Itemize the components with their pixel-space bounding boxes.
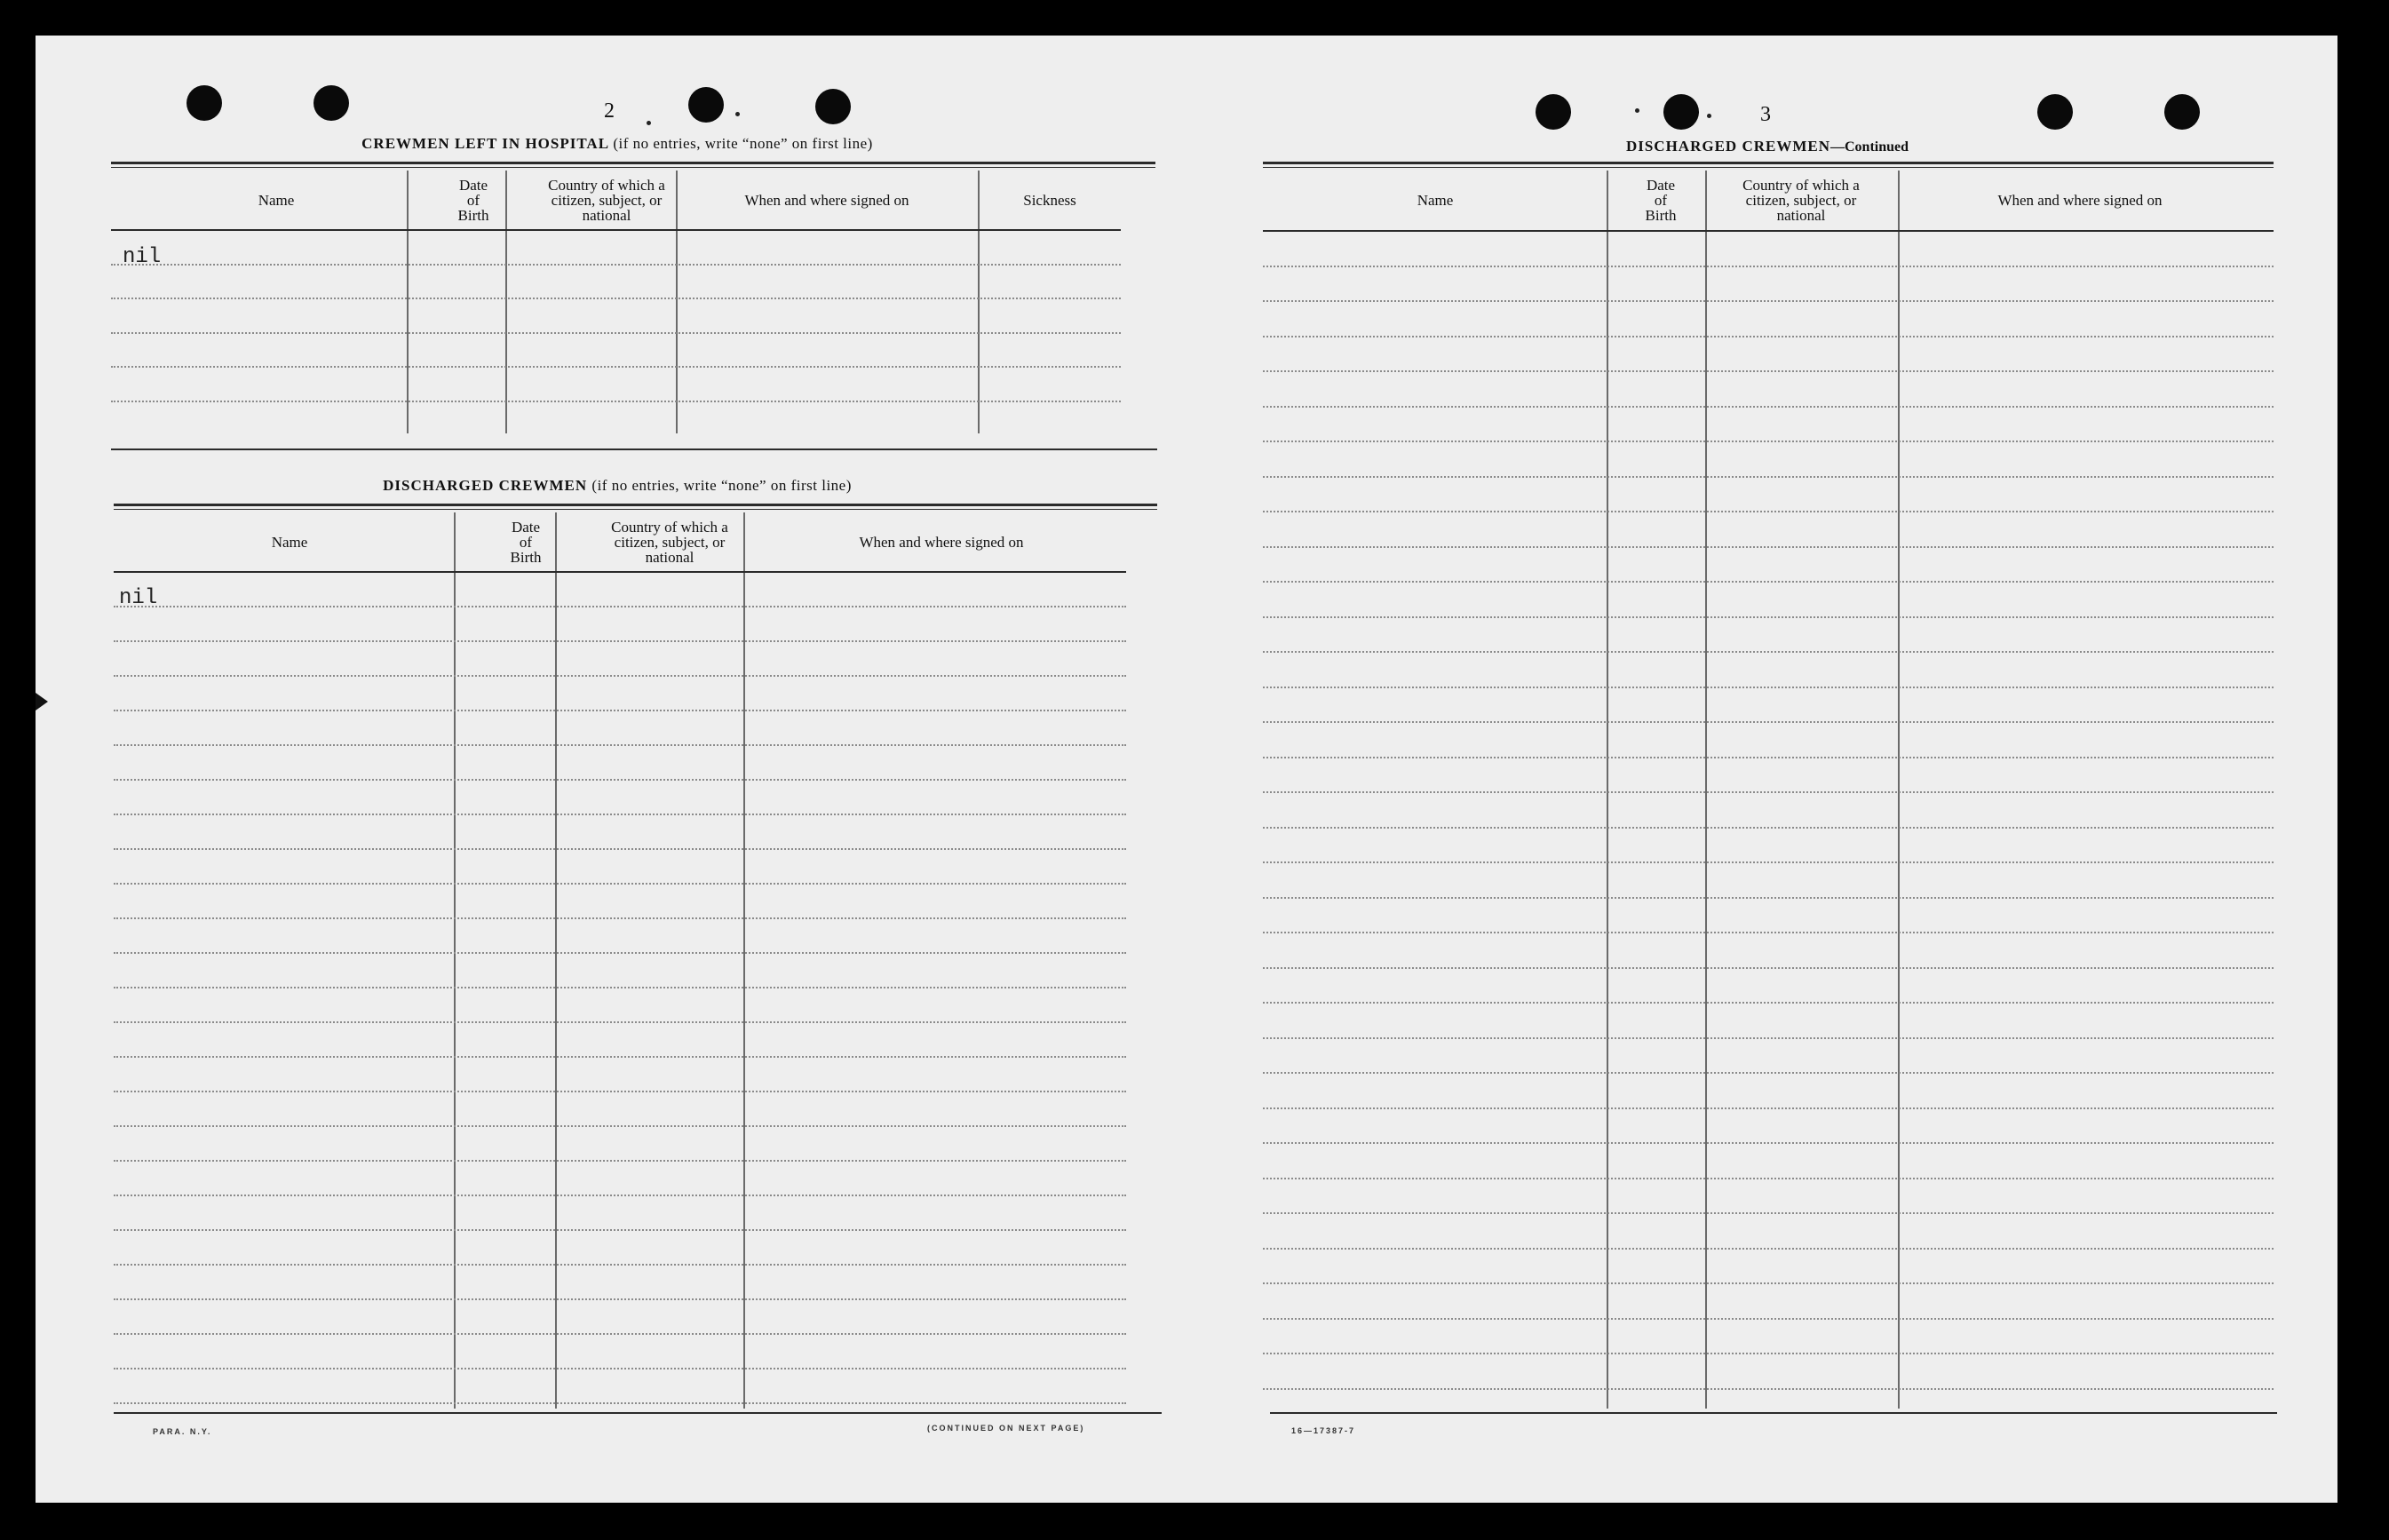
form-line [114,1333,1126,1335]
binder-hole [187,85,222,121]
form-line [1263,266,2274,267]
binder-hole [314,85,349,121]
form-line [1263,827,2274,829]
header-underline [114,571,1126,573]
form-line [114,1091,1126,1092]
form-line [1263,1388,2274,1390]
column-header-date-of-birth: Date of Birth [1645,176,1677,224]
form-line [111,298,1121,299]
column-divider [555,512,557,1409]
form-line [1263,511,2274,512]
form-line [114,640,1126,642]
footer-printer: PARA. N.Y. [153,1427,212,1436]
form-line [1263,370,2274,372]
form-sheet [36,36,2337,1503]
rule [1270,1412,2277,1414]
column-header-sickness: Sickness [1023,191,1076,209]
form-line [1263,1248,2274,1250]
form-line [1263,1072,2274,1074]
column-divider [676,171,678,433]
rule [1263,162,2274,164]
form-line [111,401,1121,402]
form-line [114,814,1126,815]
form-line [111,264,1121,266]
form-line [1263,441,2274,442]
column-header-date-of-birth: Date of Birth [457,176,489,224]
column-divider [1705,171,1707,1409]
form-line [1263,1318,2274,1320]
form-line [1263,791,2274,793]
continued-label: —Continued [1830,139,1909,155]
form-line [1263,406,2274,408]
rule [111,162,1155,164]
form-line [1263,897,2274,899]
form-line [1263,1142,2274,1144]
form-line [114,675,1126,677]
form-line [114,1229,1126,1231]
form-line [1263,687,2274,688]
form-line [1263,300,2274,302]
column-header-when-where-signed: When and where signed on [1997,191,2163,209]
form-line [1263,1002,2274,1004]
form-line [1263,546,2274,548]
rule [114,504,1157,506]
form-line [114,1368,1126,1369]
rule [111,167,1155,168]
discharged-title-note: (if no entries, write “none” on first line) [591,477,852,494]
form-line [1263,1212,2274,1214]
column-header-when-where-signed: When and where signed on [744,191,909,209]
form-line [114,952,1126,954]
header-underline [111,229,1121,231]
hospital-section-title [111,135,1123,153]
edge-mark [36,693,48,710]
form-line [114,848,1126,850]
form-line [1263,581,2274,583]
footer-form-number: 16—17387-7 [1291,1426,1356,1435]
form-line [1263,861,2274,863]
column-divider [454,512,456,1409]
form-line [1263,476,2274,478]
speck [647,121,651,125]
column-divider [407,171,409,433]
column-divider [743,512,745,1409]
binder-hole [688,87,724,123]
form-line [114,1195,1126,1196]
discharged-title: DISCHARGED CREWMEN [1625,138,1830,155]
binder-hole [1663,94,1699,130]
footer-continued: (CONTINUED ON NEXT PAGE) [927,1424,1085,1433]
speck [735,112,740,116]
hospital-title: CREWMEN LEFT IN HOSPITAL [361,135,609,152]
form-line [114,1160,1126,1162]
form-line [114,1056,1126,1058]
hospital-title-note: (if no entries, write “none” on first line) [613,135,873,152]
form-line [114,606,1126,607]
form-line [1263,651,2274,653]
column-header-country: Country of which a citizen, subject, or national [611,518,728,566]
speck [1707,114,1711,118]
column-header-name: Name [1417,191,1454,209]
discharged-continued-title [1261,138,2274,155]
discharged-section-title [111,477,1123,495]
rule [1263,167,2274,168]
form-line [1263,1178,2274,1179]
speck [1635,108,1639,113]
table-bottom-rule [111,449,1157,450]
rule [114,509,1157,510]
page-number: 3 [1760,103,1771,126]
column-header-name: Name [258,191,295,209]
column-divider [1607,171,1608,1409]
form-line [1263,1037,2274,1039]
form-line [114,1125,1126,1127]
form-line [1263,336,2274,337]
binder-hole [1536,94,1571,130]
form-line [1263,1353,2274,1354]
form-line [1263,967,2274,969]
form-line [114,779,1126,781]
discharged-title: DISCHARGED CREWMEN [383,477,588,494]
binder-hole [815,89,851,124]
form-line [114,1402,1126,1404]
column-divider [978,171,980,433]
form-line [114,1298,1126,1300]
form-line [1263,932,2274,933]
discharged-entry: nil [119,586,158,610]
hospital-entry: nil [123,245,162,269]
form-line [1263,1107,2274,1109]
form-line [114,710,1126,711]
page-number: 2 [604,99,615,123]
rule [114,1412,1162,1414]
form-line [1263,757,2274,758]
column-header-when-where-signed: When and where signed on [859,533,1024,551]
form-line [114,1264,1126,1266]
column-divider [505,171,507,433]
form-line [111,332,1121,334]
binder-hole [2037,94,2073,130]
column-header-name: Name [271,533,308,551]
form-line [114,883,1126,885]
form-line [114,917,1126,919]
form-line [1263,616,2274,618]
form-line [1263,1282,2274,1284]
form-line [1263,721,2274,723]
column-header-date-of-birth: Date of Birth [510,518,542,566]
column-header-country: Country of which a citizen, subject, or national [1742,176,1860,224]
column-header-country: Country of which a citizen, subject, or national [548,176,665,224]
form-line [114,1021,1126,1023]
form-line [114,744,1126,746]
form-line [114,987,1126,988]
header-underline [1263,230,2274,232]
form-line [111,366,1121,368]
column-divider [1898,171,1900,1409]
binder-hole [2164,94,2200,130]
